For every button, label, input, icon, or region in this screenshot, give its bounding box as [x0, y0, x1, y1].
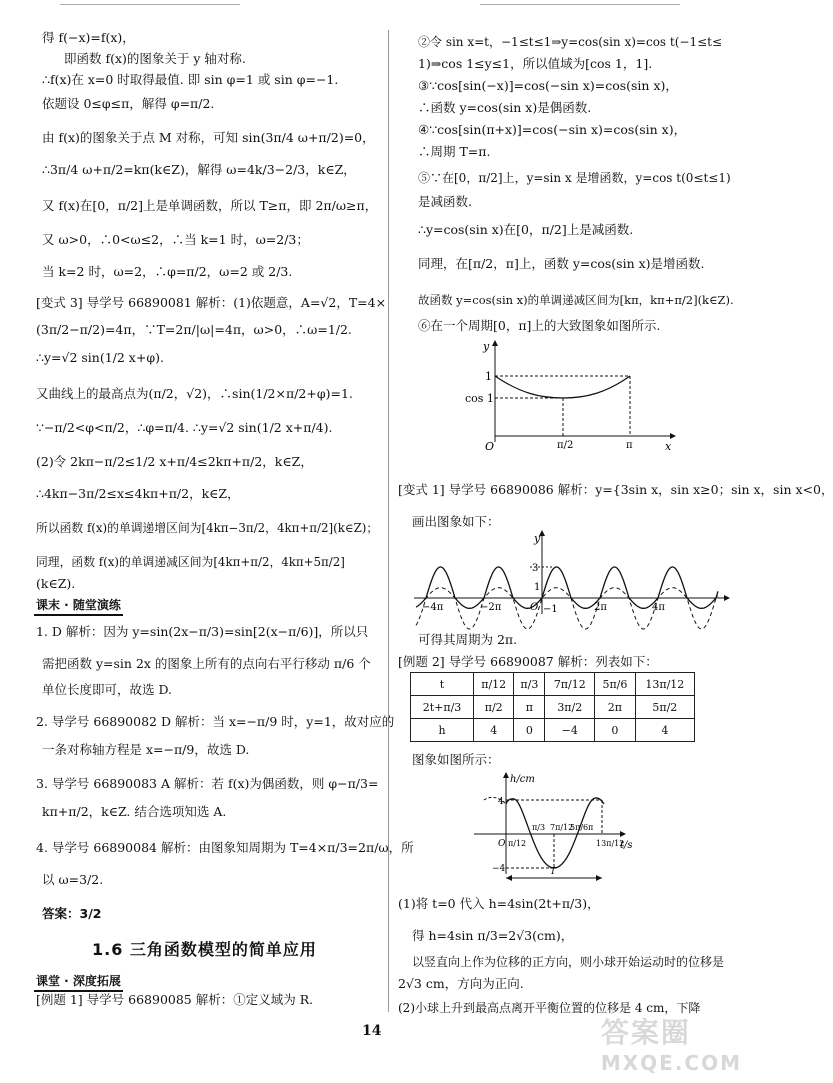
curve-dashed	[416, 588, 718, 629]
x-arrow	[670, 433, 676, 439]
x-label: t/s	[620, 840, 633, 851]
section-heading-homework: 课末 · 随堂演练	[34, 596, 123, 616]
text-line: 4. 导学号 66890084 解析：由图象知周期为 T=4×π/3=2π/ω，所	[36, 840, 414, 855]
watermark-text: 答案圈	[600, 1016, 691, 1049]
text-line: 同理，在[π/2，π]上，函数 y=cos(sin x)是增函数.	[418, 256, 705, 271]
text-line: ∴函数 y=cos(sin x)是偶函数.	[418, 100, 592, 115]
tick-13pi12: 13π/12	[596, 839, 625, 848]
y-label: y	[483, 340, 490, 353]
tick-half-pi: π/2	[557, 440, 574, 451]
table-cell: 0	[514, 719, 545, 742]
text-line: 单位长度即可，故选 D.	[42, 682, 173, 697]
text-line: 3. 导学号 66890083 A 解析：若 f(x)为偶函数，则 φ−π/3=	[36, 776, 379, 791]
text-line: 故函数 y=cos(sin x)的单调递减区间为[kπ，kπ+π/2](k∈Z).	[418, 293, 734, 307]
table-cell: π/3	[514, 673, 545, 696]
tick-pi: π	[588, 823, 594, 832]
table-cell: h	[411, 719, 474, 742]
text-line: 由 f(x)的图象关于点 M 对称，可知 sin(3π/4 ω+π/2)=0，	[42, 130, 375, 145]
tick-1: 1	[534, 582, 541, 593]
text-line: 可得其周期为 2π.	[418, 632, 518, 647]
figure-piecewise-graph	[412, 530, 730, 616]
text-line: [例题 1] 导学号 66890085 解析：①定义域为 R.	[36, 992, 314, 1007]
text-line: 即函数 f(x)的图象关于 y 轴对称.	[64, 51, 246, 66]
table-row	[411, 719, 695, 742]
table-cell: 0	[595, 719, 635, 742]
y-label: y	[534, 532, 541, 545]
text-line: ∴4kπ−3π/2≤x≤4kπ+π/2，k∈Z，	[36, 486, 240, 501]
table-cell: π	[514, 696, 545, 719]
table-cell: −4	[545, 719, 595, 742]
text-line: ∴周期 T=π.	[418, 144, 491, 159]
watermark	[601, 1011, 742, 1075]
text-line: 当 k=2 时，ω=2，∴φ=π/2，ω=2 或 2/3.	[42, 264, 293, 279]
value-table	[410, 672, 695, 742]
tick-neg2pi: −2π	[480, 602, 502, 613]
text-line: 依题设 0≤φ≤π，解得 φ=π/2.	[42, 96, 215, 111]
curve-solid	[506, 798, 604, 868]
text-line: 以 ω=3/2.	[42, 872, 104, 887]
text-line: 得 f(−x)=f(x)，	[42, 30, 135, 45]
text-line: 所以函数 f(x)的单调递增区间为[4kπ−3π/2，4kπ+π/2](k∈Z)；	[36, 521, 379, 535]
tick-neg1: −1	[543, 604, 558, 615]
table-cell: 2π	[595, 696, 635, 719]
text-line: [例题 2] 导学号 66890087 解析：列表如下：	[398, 654, 658, 669]
y-label: h/cm	[510, 774, 535, 785]
text-line: [变式 1] 导学号 66890086 解析：y={3sin x，sin x≥0；sin x，sin x<0，	[398, 482, 833, 497]
text-line: (1)将 t=0 代入 h=4sin(2t+π/3)，	[398, 896, 600, 911]
y-arrow	[503, 772, 509, 778]
text-line: 2. 导学号 66890082 D 解析：当 x=−π/9 时，y=1，故对应的	[36, 714, 395, 729]
text-line: ②令 sin x=t，−1≤t≤1⇒y=cos(sin x)=cos t(−1≤t≤	[418, 35, 723, 49]
text-line: 是减函数.	[418, 194, 472, 209]
page-number: 14	[362, 1023, 382, 1039]
text-line: 图象如图所示：	[412, 752, 500, 767]
table-cell: π/12	[474, 673, 514, 696]
origin-label: O	[530, 602, 539, 613]
tick-7pi12: 7π/12	[550, 823, 574, 832]
curve	[495, 376, 630, 398]
text-line: 一条对称轴方程是 x=−π/9，故选 D.	[42, 742, 250, 757]
text-line: ⑥在一个周期[0，π]上的大致图象如图所示.	[418, 318, 661, 333]
x-label: x	[665, 440, 672, 453]
text-line: ③∵cos[sin(−x)]=cos(−sin x)=cos(sin x)，	[418, 78, 678, 93]
text-line: 得 h=4sin π/3=2√3(cm)，	[412, 928, 574, 943]
text-line: 需把函数 y=sin 2x 的图象上所有的点向右平行移动 π/6 个	[42, 656, 371, 671]
text-line: ④∵cos[sin(π+x)]=cos(−sin x)=cos(sin x)，	[418, 122, 687, 137]
tick-neg4pi: −4π	[422, 602, 444, 613]
table-cell: 4	[635, 719, 694, 742]
tick-pi3: π/3	[532, 823, 546, 832]
column-divider	[388, 30, 389, 1012]
text-line: 又曲线上的最高点为(π/2，√2)，∴sin(1/2×π/2+φ)=1.	[36, 386, 353, 401]
text-line: ∵−π/2<φ<π/2，∴φ=π/4. ∴y=√2 sin(1/2 x+π/4).	[36, 420, 333, 435]
tick-pi12: π/12	[508, 839, 527, 848]
x-arrow	[724, 595, 730, 601]
tick-4: 4	[498, 797, 504, 807]
text-line: 画出图象如下：	[412, 514, 500, 529]
tick-cos1: cos 1	[465, 392, 494, 405]
text-line: ∴y=cos(sin x)在[0，π/2]上是减函数.	[418, 222, 634, 237]
text-line: 同理，函数 f(x)的单调递减区间为[4kπ+π/2，4kπ+5π/2]	[36, 555, 345, 569]
table-cell: 3π/2	[545, 696, 595, 719]
top-rule	[0, 0, 750, 12]
tick-3: 3	[532, 563, 539, 574]
y-arrow	[492, 340, 498, 346]
period-label: T	[550, 867, 557, 877]
table-row	[411, 696, 695, 719]
text-line: ∴y=√2 sin(1/2 x+φ).	[36, 350, 164, 365]
text-line: ∴3π/4 ω+π/2=kπ(k∈Z)，解得 ω=4k/3−2/3，k∈Z，	[42, 162, 356, 177]
table-cell: t	[411, 673, 474, 696]
watermark-url: MXQE.COM	[600, 1051, 742, 1075]
text-line: 1)⇒cos 1≤y≤1，所以值域为[cos 1，1].	[418, 56, 653, 71]
figure-h-t-graph	[470, 770, 650, 882]
text-line: (2)令 2kπ−π/2≤1/2 x+π/4≤2kπ+π/2，k∈Z，	[36, 454, 313, 469]
answer-label: 答案：3/2	[42, 906, 102, 921]
table-cell: π/2	[474, 696, 514, 719]
text-line: kπ+π/2，k∈Z. 结合选项知选 A.	[42, 804, 227, 819]
table-cell: 4	[474, 719, 514, 742]
x-arrow	[620, 831, 626, 837]
table-cell: 13π/12	[635, 673, 694, 696]
tick-1: 1	[485, 370, 492, 383]
text-line: 1. D 解析：因为 y=sin(2x−π/3)=sin[2(x−π/6)]，所以只	[36, 624, 369, 639]
figure-cos-sin-graph	[465, 338, 685, 454]
text-line: 又 ω>0，∴0<ω≤2，∴当 k=1 时，ω=2/3；	[42, 232, 309, 247]
period-arrow-right	[596, 875, 602, 881]
period-arrow-left	[506, 875, 512, 881]
tick-4pi: 4π	[652, 602, 665, 613]
origin-label: O	[485, 440, 495, 453]
tick-2pi: 2π	[594, 602, 607, 613]
tick-5pi6: 5π/6	[570, 823, 589, 832]
text-line: (k∈Z).	[36, 576, 76, 591]
text-line: ∴f(x)在 x=0 时取得最值. 即 sin φ=1 或 sin φ=−1.	[42, 72, 339, 87]
table-cell: 2t+π/3	[411, 696, 474, 719]
text-line: [变式 3] 导学号 66890081 解析：(1)依题意，A=√2，T=4×	[36, 295, 387, 310]
tick-pi: π	[626, 440, 633, 451]
table-cell: 5π/2	[635, 696, 694, 719]
text-line: 2√3 cm，方向为正向.	[398, 976, 524, 991]
text-line: (3π/2−π/2)=4π，∵T=2π/|ω|=4π，ω>0，∴ω=1/2.	[36, 322, 352, 337]
chapter-title: 1.6 三角函数模型的简单应用	[92, 940, 317, 959]
text-line: (2)小球上升到最高点离开平衡位置的位移是 4 cm，下降	[398, 1001, 701, 1015]
text-line: 又 f(x)在[0，π/2]上是单调函数，所以 T≥π，即 2π/ω≥π，	[42, 198, 378, 213]
table-cell: 5π/6	[595, 673, 635, 696]
tick-neg4: −4	[492, 864, 506, 874]
text-line: 以竖直向上作为位移的正方向，则小球开始运动时的位移是	[412, 955, 725, 969]
table-row	[411, 673, 695, 696]
section-heading-class: 课堂 · 深度拓展	[34, 972, 123, 992]
table-cell: 7π/12	[545, 673, 595, 696]
text-line: ⑤∵在[0，π/2]上，y=sin x 是增函数，y=cos t(0≤t≤1)	[418, 171, 731, 185]
origin-label: O	[498, 839, 506, 849]
